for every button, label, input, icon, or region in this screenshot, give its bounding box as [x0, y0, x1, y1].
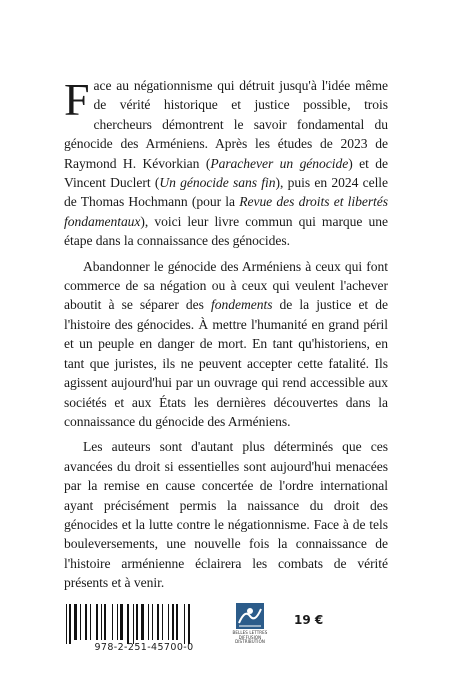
price: 19 €: [294, 613, 324, 627]
blurb-text-segment: ), puis en 2024 celle de Thomas Hochmann (pour la: [64, 175, 389, 210]
blurb-text-segment: ) et de Vincent Duclert (: [64, 155, 389, 191]
book-title-italic: fondements: [211, 297, 273, 313]
barcode-bar: [136, 604, 138, 640]
drop-cap: F: [64, 74, 90, 125]
barcode-bar: [127, 604, 129, 644]
distributor-logo-icon: [236, 603, 264, 629]
barcode-bar: [117, 604, 118, 640]
barcode-bar: [69, 604, 71, 644]
barcode-bar: [66, 604, 67, 644]
barcode-bar: [104, 604, 106, 640]
blurb-text-segment: de la justice et de l'histoire des génocides. À mettre l'humanité en grand péril et un peuple en danger de mort. En tant qu'historiens, en tant que juristes, ils ne peuvent accepter cette fatalité. Ils agissent aujourd'hui par un ouvrage qui rend accessible aux sociétés et aux États les dernières découvertes dans la connaissance du génocide des Arméniens.: [64, 297, 388, 429]
barcode-bar: [188, 604, 190, 644]
book-title-italic: Revue des droits et libertés fondamentaux: [64, 194, 389, 229]
barcode-bar: [172, 604, 174, 640]
barcode-bar: [101, 604, 102, 640]
barcode-bar: [184, 604, 185, 644]
barcode-bar: [176, 604, 178, 640]
blurb-text: [64, 76, 388, 599]
blurb-text-segment: Les auteurs sont d'autant plus déterminés que ces avancées du droit si essentielles sont aujourd'hui menacées par la remise en cause concertée de l'ordre international ayant précisément permis la naissance du droit des génocides et la lutte contre le négationnisme. Face à de tels bouleversements, une nouvelle fois la connaissance de l'histoire arménienne éclairera les combats de vérité présents et à venir.: [64, 439, 388, 591]
barcode-bar: [168, 604, 169, 640]
barcode-bar: [74, 604, 77, 640]
blurb-paragraph-1: [64, 76, 388, 251]
barcode-bar: [112, 604, 113, 640]
barcode-bar: [90, 604, 91, 640]
blurb-text-segment: ace au négationnisme qui détruit jusqu'à l'idée même de vérité historique et justice possible, trois chercheurs démontrent le savoir fondamental du génocide des Arméniens. Après les études de 2023 de Raymond H. Kévorkian (: [64, 78, 388, 171]
barcode-bar: [148, 604, 149, 640]
isbn-number: 978-2-251-45700-0: [94, 642, 194, 653]
book-title-italic: Parachever un génocide: [210, 155, 349, 171]
barcode-bar: [85, 604, 87, 640]
book-title-italic: Un génocide sans fin: [159, 175, 276, 191]
isbn-barcode: [64, 604, 224, 656]
barcode-bar: [120, 604, 123, 640]
barcode-bar: [152, 604, 153, 640]
blurb-text-segment: ), voici leur livre commun qui marque une étape dans la connaissance des génocides.: [64, 213, 388, 249]
barcode-bar: [133, 604, 134, 644]
barcode-bar: [162, 604, 163, 640]
barcode-bar: [96, 604, 98, 640]
barcode-bars: [66, 604, 220, 640]
blurb-paragraph-3: [64, 437, 388, 592]
distributor-logo-text: BELLES LETTRES DIFFUSION DISTRIBUTION: [232, 630, 268, 645]
barcode-bar: [80, 604, 81, 640]
barcode-bar: [141, 604, 144, 640]
distributor-logo: [232, 603, 266, 655]
blurb-text-segment: Abandonner le génocide des Arméniens à ceux qui font commerce de sa négation ou à ceux qui veulent l'achever aboutit à se séparer des: [64, 258, 388, 313]
blurb-paragraph-2: [64, 257, 388, 432]
barcode-bar: [157, 604, 159, 640]
